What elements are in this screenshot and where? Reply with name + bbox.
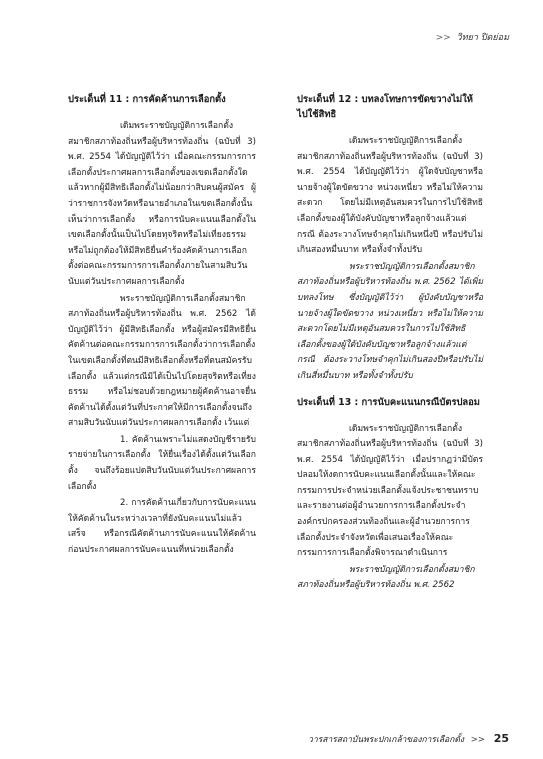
issue-11-heading: ประเด็นที่ 11 : การคัดค้านการเลือกตั้ง	[68, 94, 226, 105]
footer-journal-title: วารสารสถาบันพระปกเกล้าของการเลือกตั้ง	[308, 735, 465, 745]
issue-13-heading: ประเด็นที่ 13 : การนับคะแนนกรณีบัตรปลอม	[297, 396, 480, 408]
issue-12-paragraph-new-law: พระราชบัญญัติการเลือกตั้งสมาชิกสภาท้องถิ่นหรือผู้บริหารท้องถิ่น พ.ศ. 2562 ได้เพิ่มบทลงโทษ ซึ่งบัญญัติไว้ว่า ผู้บังคับบัญชาหรือนายจ้างผู้ใดขัดขวาง หน่วงเหนี่ยว หรือไม่ให้ความสะดวกโดยไม่มีเหตุอันสมควรในการไปใช้สิทธิเลือกตั้งของผู้ใต้บังคับบัญชาหรือลูกจ้างแล้วแต่กรณี ต้องระวางโทษจำคุกไม่เกินสองปีหรือปรับไม่เกินสี่หมื่นบาท หรือทั้งจำทั้งปรับ	[297, 261, 483, 381]
page-number: 25	[493, 732, 509, 745]
issue-11-paragraph-old-law: เดิมพระราชบัญญัติการเลือกตั้งสมาชิกสภาท้องถิ่นหรือผู้บริหารท้องถิ่น (ฉบับที่ 3) พ.ศ. 2554 ได้บัญญัติไว้ว่า เมื่อคณะกรรมการการเลือกตั้งประกาศผลการเลือกตั้งของเขตเลือกตั้งใดแล้วหากผู้มีสิทธิเลือกตั้งไม่น้อยกว่าสิบคนผู้สมัคร ผู้ว่าราชการจังหวัดหรือนายอำเภอในเขตเลือกตั้งนั้นเห็นว่าการเลือกตั้ง หรือการนับคะแนนเลือกตั้งในเขตเลือกตั้งนั้นเป็นไปโดยทุจริตหรือไม่เที่ยงธรรมหรือไม่ถูกต้องให้มีสิทธิยื่นคำร้องคัดค้านการเลือกตั้งต่อคณะกรรมการการเลือกตั้งภายในสามสิบวันนับแต่วันประกาศผลการเลือกตั้ง	[68, 121, 256, 287]
running-header	[436, 30, 509, 44]
header-arrows: >>	[435, 33, 451, 43]
right-column	[297, 92, 483, 595]
issue-12-heading: ประเด็นที่ 12 : บทลงโทษการขัดขวางไม่ให้ไปใช้สิทธิ	[297, 94, 473, 120]
footer-arrows: >>	[470, 735, 485, 745]
issue-13-paragraph-new-law: พระราชบัญญัติการเลือกตั้งสมาชิกสภาท้องถิ่นหรือผู้บริหารท้องถิ่น พ.ศ. 2562	[297, 564, 475, 591]
issue-12-paragraph-old-law: เดิมพระราชบัญญัติการเลือกตั้งสมาชิกสภาท้องถิ่นหรือผู้บริหารท้องถิ่น (ฉบับที่ 3) พ.ศ. 2554 ได้บัญญัติไว้ว่า ผู้ใดจับบัญชาหรือนายจ้างผู้ใดขัดขวาง หน่วงเหนี่ยว หรือไม่ให้ความสะดวก โดยไม่มีเหตุอันสมควรในการไปใช้สิทธิเลือกตั้งของผู้ใต้บังคับบัญชาหรือลูกจ้างแล้วแต่กรณี ต้องระวางโทษจำคุกไม่เกินหนึ่งปี หรือปรับไม่เกินสองหมื่นบาท หรือทั้งจำทั้งปรับ	[297, 136, 483, 256]
issue-11-paragraph-new-law: พระราชบัญญัติการเลือกตั้งสมาชิกสภาท้องถิ่นหรือผู้บริหารท้องถิ่น พ.ศ. 2562 ได้บัญญัติไว้ว่า ผู้มีสิทธิเลือกตั้ง หรือผู้สมัครมีสิทธิยื่นคัดค้านต่อคณะกรรมการการเลือกตั้งว่าการเลือกตั้งในเขตเลือกตั้งที่ตนมีสิทธิเลือกตั้งหรือที่ตนสมัครรับเลือกตั้ง แล้วแต่กรณีมิได้เป็นไปโดยสุจริตหรือเที่ยงธรรม หรือไม่ชอบด้วยกฎหมายผู้คัดค้านอาจยื่นคัดค้านได้ตั้งแต่วันที่ประกาศให้มีการเลือกตั้งจนถึงสามสิบวันนับแต่วันประกาศผลการเลือกตั้ง เว้นแต่	[68, 293, 256, 429]
issue-11-exception-2: 2. การคัดค้านเกี่ยวกับการนับคะแนนให้คัดค้านในระหว่างเวลาที่ยังนับคะแนนไม่แล้วเสร็จ หรือกรณีคัดค้านการนับคะแนนให้คัดค้านก่อนประกาศผลการนับคะแนนที่หน่วยเลือกตั้ง	[68, 498, 256, 556]
issue-11-exception-1: 1. คัดค้านเพราะไม่แสดงบัญชีรายรับรายจ่ายในการเลือกตั้ง ให้ยื่นเรื่องได้ตั้งแต่วันเลือกตั้ง จนถึงร้อยแปดสิบวันนับแต่วันประกาศผลการเลือกตั้ง	[68, 434, 256, 492]
left-column	[68, 92, 256, 560]
header-section-author: วิทยา ปิดย่อม	[456, 33, 509, 43]
page-footer	[308, 732, 509, 746]
issue-13-paragraph-old-law: เดิมพระราชบัญญัติการเลือกตั้งสมาชิกสภาท้องถิ่นหรือผู้บริหารท้องถิ่น (ฉบับที่ 3) พ.ศ. 2554 ได้บัญญัติไว้ว่า เมื่อปรากฏว่ามีบัตรปลอมให้งดการนับคะแนนเลือกตั้งนั้นและให้คณะกรรมการประจำหน่วยเลือกตั้งแจ้งประชาชนทราบ และรายงานต่อผู้อำนวยการการเลือกตั้งประจำองค์กรปกครองส่วนท้องถิ่นและผู้อำนวยการการเลือกตั้งประจำจังหวัดเพื่อเสนอเรื่องให้คณะกรรมการการเลือกตั้งพิจารณาดำเนินการ	[297, 423, 483, 559]
